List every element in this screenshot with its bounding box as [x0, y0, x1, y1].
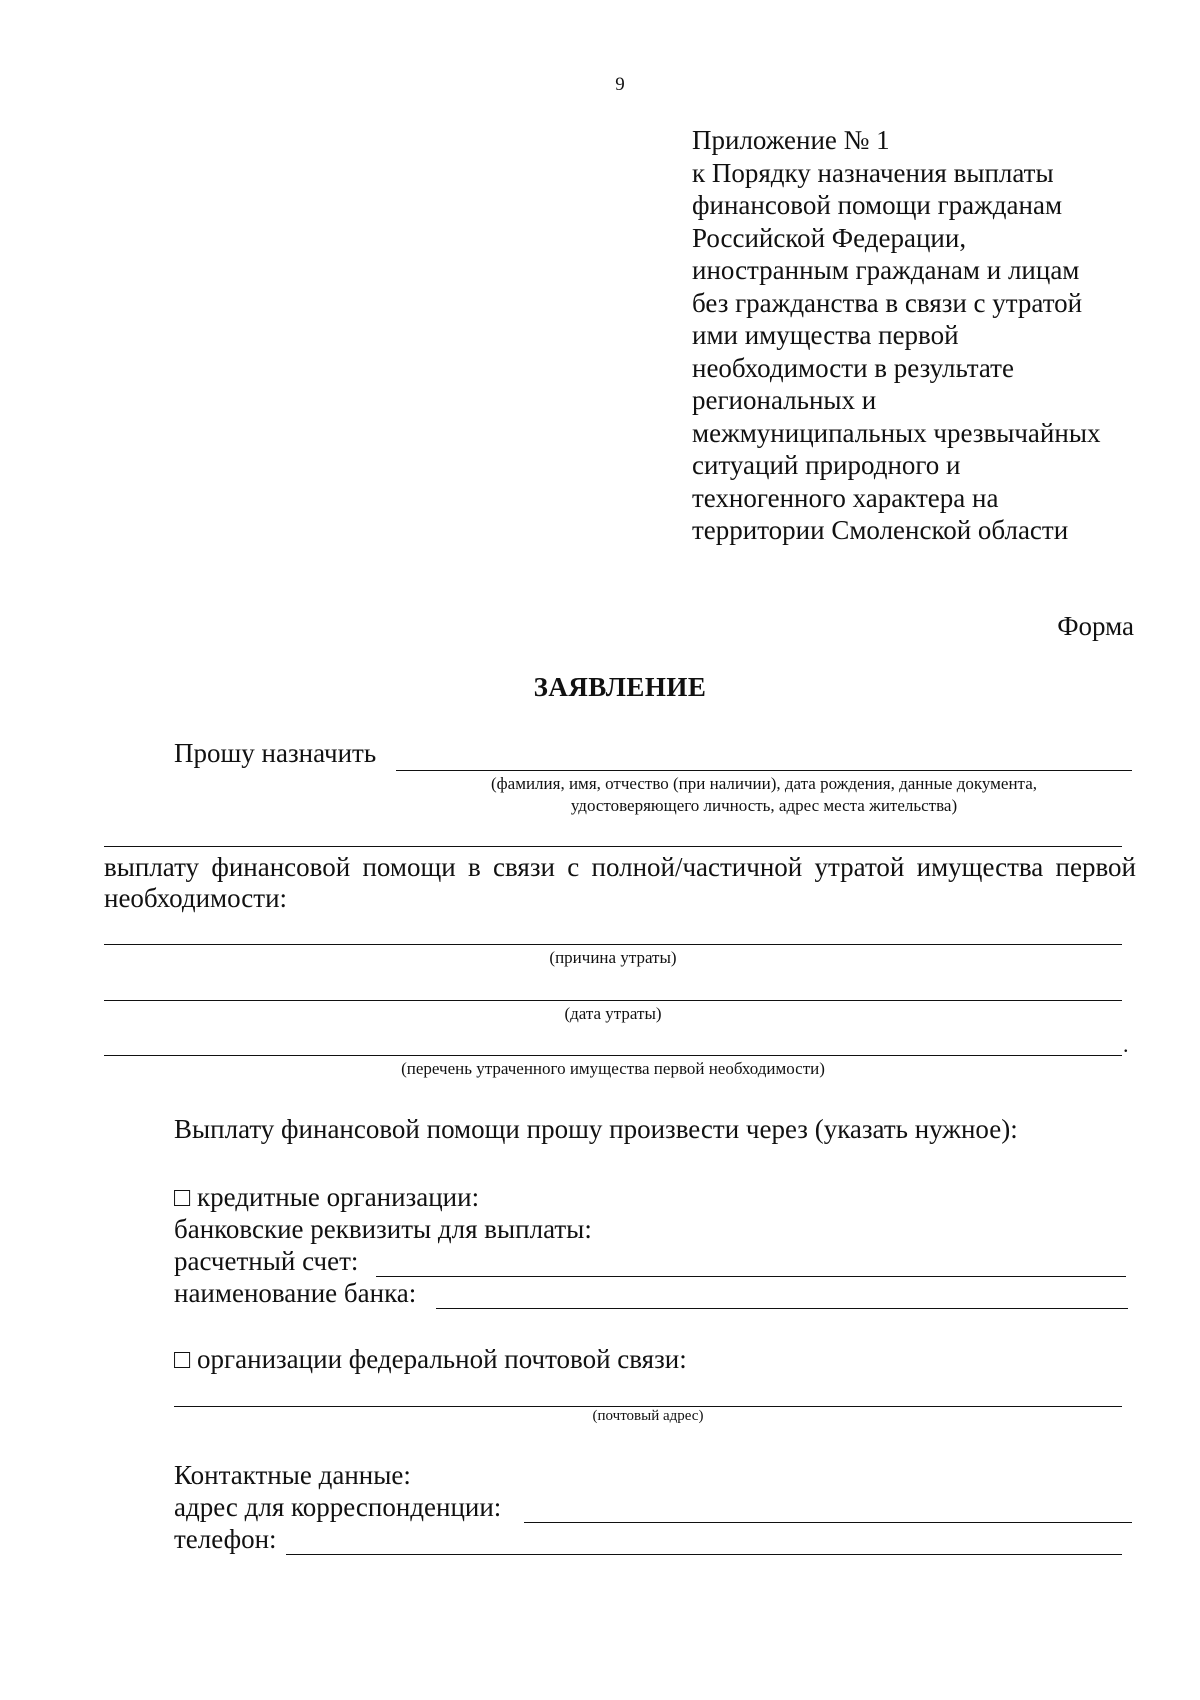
document-title: ЗАЯВЛЕНИЕ [533, 672, 707, 702]
correspondence-address-label: адрес для корреспонденции: [174, 1492, 502, 1522]
lost-items-end-mark: . [1123, 1032, 1129, 1057]
bank-name-field[interactable] [436, 1308, 1128, 1309]
page-number: 9 [615, 74, 625, 95]
loss-date-caption: (дата утраты) [564, 1004, 662, 1023]
post-option[interactable]: □ организации федеральной почтовой связи: [174, 1344, 687, 1374]
request-lead: Прошу назначить [174, 738, 377, 768]
account-field[interactable] [376, 1276, 1126, 1277]
annex-line: без гражданства в связи с утратой [692, 287, 1083, 318]
annex-line: территории Смоленской области [692, 515, 1069, 545]
bank-details-label: банковские реквизиты для выплаты: [174, 1214, 592, 1244]
request-text: выплату финансовой помощи в связи с полной/частичной утратой имущества первой необходимости: [104, 852, 1136, 913]
annex-line: ими имущества первой [692, 320, 959, 350]
phone-label: телефон: [174, 1524, 277, 1554]
postal-address-caption: (почтовый адрес) [592, 1408, 704, 1424]
lost-items-caption: (перечень утраченного имущества первой необходимости) [401, 1059, 825, 1078]
loss-reason-caption: (причина утраты) [549, 948, 677, 967]
bank-option[interactable]: □ кредитные организации: [174, 1182, 480, 1212]
applicant-details-field[interactable] [396, 770, 1132, 771]
annex-line: техногенного характера на [692, 482, 999, 513]
lost-items-field[interactable] [104, 1055, 1122, 1056]
annex-line: ситуаций природного и [692, 450, 961, 480]
annex-line: межмуниципальных чрезвычайных [692, 417, 1101, 448]
loss-reason-field[interactable] [104, 944, 1122, 945]
annex-line: Приложение № 1 [692, 125, 890, 155]
form-label: Форма [1057, 611, 1134, 641]
annex-line: к Порядку назначения выплаты [692, 157, 1054, 188]
annex-line: финансовой помощи гражданам [692, 190, 1063, 220]
applicant-details-hint-1: (фамилия, имя, отчество (при наличии), дата рождения, данные документа, [490, 774, 1037, 793]
applicant-details-field-continued[interactable] [104, 846, 1122, 847]
bank-name-label: наименование банка: [174, 1278, 417, 1308]
applicant-details-hint-2: удостоверяющего личность, адрес места жительства) [570, 796, 958, 815]
correspondence-address-field[interactable] [524, 1522, 1132, 1523]
phone-field[interactable] [286, 1554, 1122, 1555]
loss-date-field[interactable] [104, 1000, 1122, 1001]
annex-line: иностранным гражданам и лицам [692, 255, 1080, 285]
annex-line: Российской Федерации, [692, 222, 967, 253]
account-label: расчетный счет: [174, 1246, 359, 1276]
contacts-heading: Контактные данные: [174, 1460, 411, 1490]
annex-header [692, 124, 1192, 547]
payment-heading: Выплату финансовой помощи прошу произвести через (указать нужное): [174, 1114, 1018, 1144]
annex-line: региональных и [692, 385, 877, 415]
postal-address-field[interactable] [174, 1406, 1122, 1407]
annex-line: необходимости в результате [692, 352, 1014, 383]
